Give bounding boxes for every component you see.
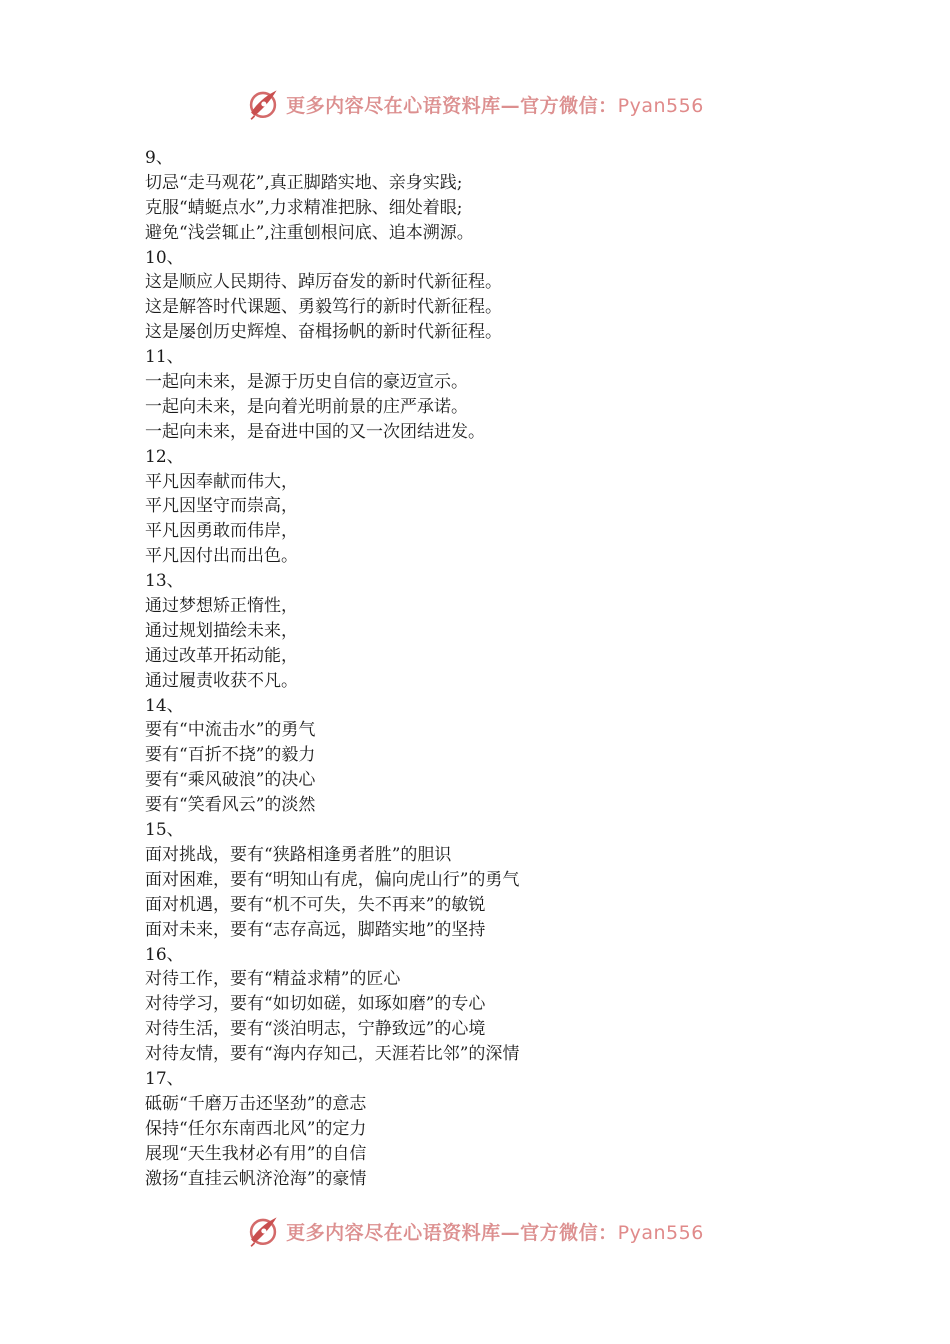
text-line: 对待学习，要有“如切如磋，如琢如磨”的专心 — [145, 994, 486, 1015]
text-line: 展现“天生我材必有用”的自信 — [145, 1143, 367, 1164]
text-line: 这是顺应人民期待、踔厉奋发的新时代新征程。 — [145, 272, 502, 293]
text-line: 砥砺“千磨万击还坚劲”的意志 — [145, 1093, 367, 1114]
text-line: 面对未来，要有“志存高远，脚踏实地”的坚持 — [145, 919, 486, 940]
section-number: 13、 — [145, 571, 184, 592]
text-line: 通过梦想矫正惰性， — [145, 596, 298, 617]
text-line: 要有“笑看风云”的淡然 — [145, 795, 316, 816]
watermark-text — [286, 1218, 704, 1245]
footer-watermark — [0, 1211, 950, 1251]
text-line: 对待友情，要有“海内存知己，天涯若比邻”的深情 — [145, 1044, 520, 1065]
text-line: 这是解答时代课题、勇毅笃行的新时代新征程。 — [145, 297, 502, 318]
text-line: 对待工作，要有“精益求精”的匠心 — [145, 969, 401, 990]
text-line: 保持“任尔东南西北风”的定力 — [145, 1118, 367, 1139]
section-number: 14、 — [145, 695, 184, 716]
text-line: 对待生活，要有“淡泊明志，宁静致远”的心境 — [145, 1019, 486, 1040]
section-number: 10、 — [145, 247, 184, 268]
watermark-wechat-id: Pyan556 — [617, 94, 704, 117]
text-line: 一起向未来，是向着光明前景的庄严承诺。 — [145, 396, 468, 417]
text-line: 通过规划描绘未来， — [145, 620, 298, 641]
text-line: 面对困难，要有“明知山有虎，偏向虎山行”的勇气 — [145, 869, 520, 890]
text-line: 这是屡创历史辉煌、奋楫扬帆的新时代新征程。 — [145, 322, 502, 343]
text-line: 面对机遇，要有“机不可失，失不再来”的敏锐 — [145, 894, 486, 915]
pen-logo-icon — [246, 87, 280, 121]
pen-logo-icon — [246, 1214, 280, 1248]
section-number: 9、 — [145, 148, 173, 168]
watermark-label: 更多内容尽在心语资料库—官方微信： — [286, 1221, 618, 1244]
text-line: 平凡因坚守而崇高， — [145, 496, 298, 517]
text-line: 通过改革开拓动能， — [145, 645, 298, 666]
watermark-wechat-id: Pyan556 — [617, 1221, 704, 1244]
text-line: 要有“百折不挠”的毅力 — [145, 745, 316, 766]
watermark-label: 更多内容尽在心语资料库—官方微信： — [286, 94, 618, 117]
text-line: 平凡因付出而出色。 — [145, 546, 298, 567]
document-body — [145, 146, 845, 1191]
text-line: 一起向未来，是奋进中国的又一次团结进发。 — [145, 421, 485, 442]
text-line: 面对挑战，要有“狭路相逢勇者胜”的胆识 — [145, 844, 452, 865]
text-line: 克服“蜻蜓点水”,力求精准把脉、细处着眼; — [145, 197, 463, 218]
text-line: 激扬“直挂云帆济沧海”的豪情 — [145, 1168, 367, 1189]
text-line: 避免“浅尝辄止”,注重刨根问底、追本溯源。 — [145, 222, 474, 243]
text-line: 一起向未来，是源于历史自信的豪迈宣示。 — [145, 372, 468, 393]
header-watermark — [0, 84, 950, 124]
section-number: 15、 — [145, 820, 184, 841]
text-line: 切忌“走马观花”,真正脚踏实地、亲身实践; — [145, 172, 463, 193]
watermark-text — [286, 91, 704, 118]
text-line: 平凡因勇敢而伟岸， — [145, 521, 298, 542]
text-line: 要有“乘风破浪”的决心 — [145, 770, 316, 791]
text-line: 要有“中流击水”的勇气 — [145, 720, 316, 741]
text-line: 通过履责收获不凡。 — [145, 670, 298, 691]
text-line: 平凡因奉献而伟大， — [145, 471, 298, 492]
section-number: 12、 — [145, 446, 184, 467]
section-number: 17、 — [145, 1068, 184, 1089]
section-number: 16、 — [145, 944, 184, 965]
section-number: 11、 — [145, 347, 184, 368]
